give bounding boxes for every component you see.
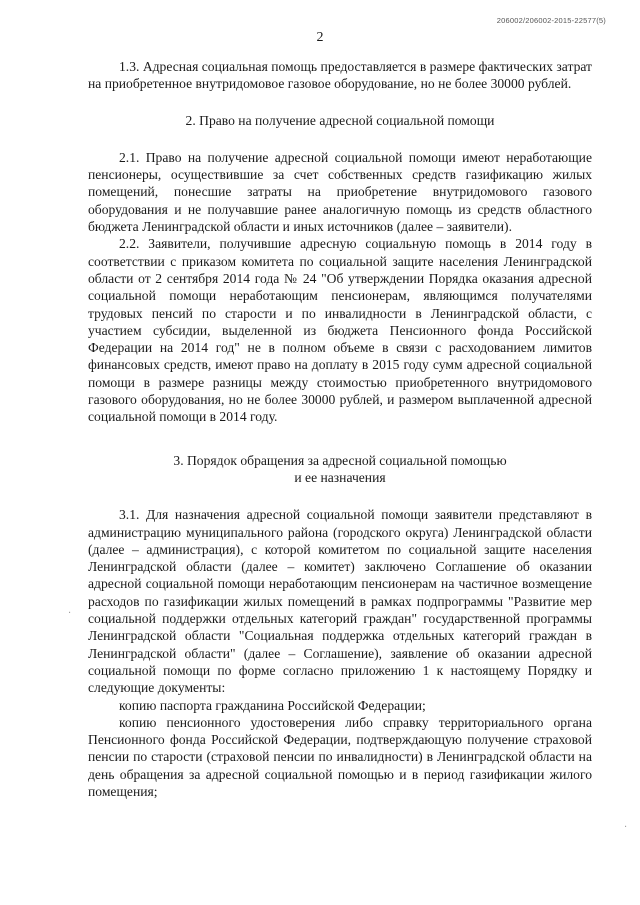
scan-mark-left: ·	[68, 608, 72, 619]
paragraph-2-1: 2.1. Право на получение адресной социальной помощи имеют неработающие пенсионеры, осуществившие за счет собственных средств газификацию жилых помещений, понесшие затраты на приобретение внутридомового газового оборудования и не получавшие ранее аналогичную помощь из средств областного бюджета Ленинградской области и иных источников (далее – заявители).	[88, 149, 592, 235]
section-3-heading-line-2: и ее назначения	[294, 469, 386, 485]
paragraph-1-3: 1.3. Адресная социальная помощь предоставляется в размере фактических затрат на приобретенное внутридомовое газовое оборудование, но не более 30000 рублей.	[88, 59, 592, 92]
scan-mark-right: ·	[624, 822, 628, 833]
document-body	[88, 58, 592, 800]
section-2-heading: 2. Право на получение адресной социальной помощи	[185, 112, 495, 128]
list-item: копию пенсионного удостоверения либо справку территориального органа Пенсионного фонда Российской Федерации, подтверждающую получение страховой пенсии по старости (страховой пенсии по инвалидности) в Ленинградской области на день обращения за адресной социальной помощью и в период газификации жилого помещения;	[88, 714, 592, 799]
paragraph-2-2: 2.2. Заявители, получившие адресную социальную помощь в 2014 году в соответствии с приказом комитета по социальной защите населения Ленинградской области от 2 сентября 2014 года № 24 "Об утверждении Порядка оказания адресной социальной помощи неработающим пенсионерам, являющимся получателями трудовых пенсий по старости и по инвалидности в Ленинградской области, с участием субсидии, выделенной из бюджета Пенсионного фонда Российской Федерации на 2014 год" не в полном объеме в связи с расходованием лимитов финансовых средств, имеют право на доплату в 2015 году сумм адресной социальной помощи в размере разницы между стоимостью приобретенного внутридомового газового оборудования, но не более 30000 рублей, и размером выплаченной адресной социальной помощи в 2014 году.	[88, 236, 592, 425]
list-item: копию паспорта гражданина Российской Федерации;	[119, 697, 426, 713]
paragraph-3-1: 3.1. Для назначения адресной социальной помощи заявители представляют в администрацию муниципального района (городского округа) Ленинградской области (далее – администрация), с которой комитетом по социальной защите населения Ленинградской области (далее – комитет) заключено Соглашение об оказании адресной социальной помощи неработающим пенсионерам на частичное возмещение расходов по газификации жилых помещений в рамках подпрограммы "Развитие мер социальной поддержки отдельных категорий граждан" государственной программы Ленинградской области "Социальная поддержка отдельных категорий граждан в Ленинградской области" (далее – Соглашение), заявление об оказании адресной социальной помощи по форме согласно приложению 1 к настоящему Порядку и следующие документы:	[88, 507, 592, 696]
document-id: 206002/206002-2015-22577(5)	[496, 16, 606, 25]
section-3-heading-line-1: 3. Порядок обращения за адресной социальной помощью	[173, 452, 507, 468]
page-number: 2	[316, 30, 324, 45]
